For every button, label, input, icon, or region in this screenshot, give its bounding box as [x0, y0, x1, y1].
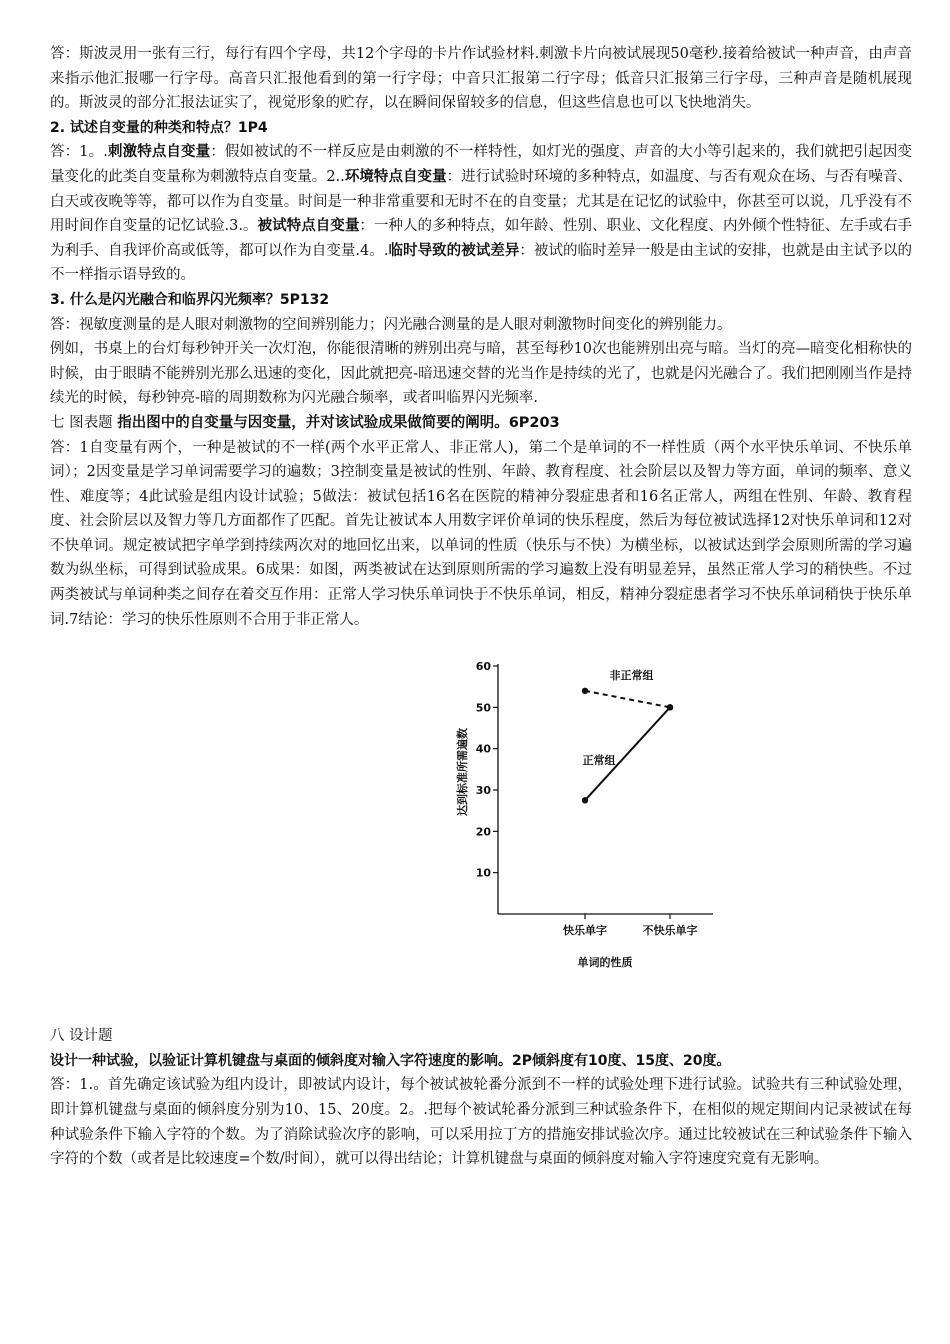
series-label: 正常组 [582, 754, 616, 768]
term-environment: 环境特点自变量 [344, 168, 447, 185]
line-chart [455, 644, 735, 974]
y-tick-label: 10 [475, 866, 491, 880]
data-point [582, 688, 588, 694]
data-point [667, 704, 673, 710]
section-7-label: 七 图表题 [50, 414, 118, 431]
x-tick-label: 不快乐单字 [642, 924, 698, 938]
y-tick-label: 20 [475, 825, 491, 839]
series-line [585, 691, 670, 708]
y-tick-label: 30 [475, 784, 491, 798]
answer-2: 答：1。.刺激特点自变量：假如被试的不一样反应是由刺激的不一样特性，如灯光的强度、声音的大小等引起来的，我们就把引起因变量变化的此类自变量称为刺激特点自变量。2..环境特点自变量：进行试验时环境的多种特点，如温度、与否有观众在场、与否有噪音、白天或夜晚等等，都可以作为自变量。时间是一种非常重要和无时不在的自变量；尤其是在记忆的试验中，你甚至可以说，几乎没有不用时间作自变量的记忆试验.3.。被试特点自变量：一种人的多种特点，如年龄、性别、职业、文化程度、内外倾个性特征、左手或右手为利手、自我评价高或低等，都可以作为自变量.4。.临时导致的被试差异：被试的临时差异一般是由主试的安排，也就是由主试予以的不一样指示语导致的。 [50, 144, 913, 284]
answer-7: 答：1自变量有两个，一种是被试的不一样(两个水平正常人、非正常人)，第二个是单词的不一样性质（两个水平快乐单词、不快乐单词）；2因变量是学习单词需要学习的遍数；3控制变量是被试的性别、年龄、教育程度、社会阶层以及智力等方面，单词的频率、意义性、难度等；4此试验是组内设计试验；5做法：被试包括16名在医院的精神分裂症患者和16名正常人，两组在性别、年龄、教育程度、社会阶层以及智力等几方面都作了匹配。首先让被试本人用数字评价单词的快乐程度，然后为每位被试选择12对快乐单词和12对不快单词。规定被试把字单学到持续两次对的地回忆出来，以单词的性质（快乐与不快）为横坐标，以被试达到学会原则所需的学习遍数为纵坐标，可得到试验成果。6成果：如图，两类被试在达到原则所需的学习遍数上没有明显差异，虽然正常人学习的稍快些。不过两类被试与单词种类之间存在着交互作用：正常人学习快乐单词快于不快乐单词，相反，精神分裂症患者学习不快乐单词稍快于快乐单词.7结论：学习的快乐性原则不合用于非正常人。 [50, 439, 912, 628]
x-axis-label: 单词的性质 [577, 956, 633, 970]
figure [50, 644, 912, 984]
term-subject: 被试特点自变量 [257, 218, 360, 235]
question-7-text: 指出图中的自变量与因变量，并对该试验成果做简要的阐明。6P203 [117, 414, 560, 431]
series-label: 非正常组 [609, 669, 654, 683]
y-tick-label: 50 [475, 701, 491, 715]
answer-3b: 例如，书桌上的台灯每秒钟开关一次灯泡，你能很清晰的辨别出亮与暗，甚至每秒10次也能辨别出亮与暗。当灯的亮—暗变化相称快的时候，由于眼睛不能辨别光那么迅速的变化，因此就把亮-暗迅速交替的光当作是持续的光了，也就是闪光融合了。我们把刚刚当作是持续光的时候，每秒钟亮-暗的周期数称为闪光融合频率，或者叫临界闪光频率. [50, 341, 912, 407]
question-7 [50, 411, 912, 436]
question-8: 设计一种试验，以验证计算机键盘与桌面的倾斜度对输入字符速度的影响。2P倾斜度有10度、15度、20度。 [50, 1052, 731, 1069]
answer-sperling: 答：斯波灵用一张有三行，每行有四个字母，共12个字母的卡片作试验材料.刺激卡片向被试展现50毫秒.接着给被试一种声音，由声音来指示他汇报哪一行字母。高音只汇报他看到的第一行字母；中音只汇报第二行字母；低音只汇报第三行字母，三种声音是随机展现的。斯波灵的部分汇报法证实了，视觉形象的贮存，以在瞬间保留较多的信息，但这些信息也可以飞快地消失。 [50, 46, 912, 112]
section-8-heading: 八 设计题 [50, 1028, 113, 1045]
document-page [50, 42, 912, 1172]
y-axis-label: 达到标准所需遍数 [456, 728, 469, 817]
y-tick-label: 40 [475, 742, 491, 756]
answer-3a: 答：视敏度测量的是人眼对刺激物的空间辨别能力；闪光融合测量的是人眼对刺激物时间变化的辨别能力。 [50, 316, 732, 333]
term-temporary: 临时导致的被试差异 [388, 242, 520, 259]
question-3: 3. 什么是闪光融合和临界闪光频率？5P132 [50, 291, 330, 308]
y-tick-label: 60 [475, 660, 491, 674]
data-point [582, 797, 588, 803]
question-2: 2. 试述自变量的种类和特点？1P4 [50, 119, 268, 136]
answer-8: 答：1.。首先确定该试验为组内设计，即被试内设计，每个被试被轮番分派到不一样的试验处理下进行试验。试验共有三种试验处理，即计算机键盘与桌面的倾斜度分别为10、15、20度。2。.把每个被试轮番分派到三种试验条件下，在相似的规定期间内记录被试在每种试验条件下输入字符的个数。为了消除试验次序的影响，可以采用拉丁方的措施安排试验次序。通过比较被试在三种试验条件下输入字符的个数（或者是比较速度=个数/时间），就可以得出结论；计算机键盘与桌面的倾斜度对输入字符速度究竟有无影响。 [50, 1077, 912, 1168]
term-stimulus: 刺激特点自变量 [107, 144, 211, 161]
x-tick-label: 快乐单字 [563, 924, 607, 938]
